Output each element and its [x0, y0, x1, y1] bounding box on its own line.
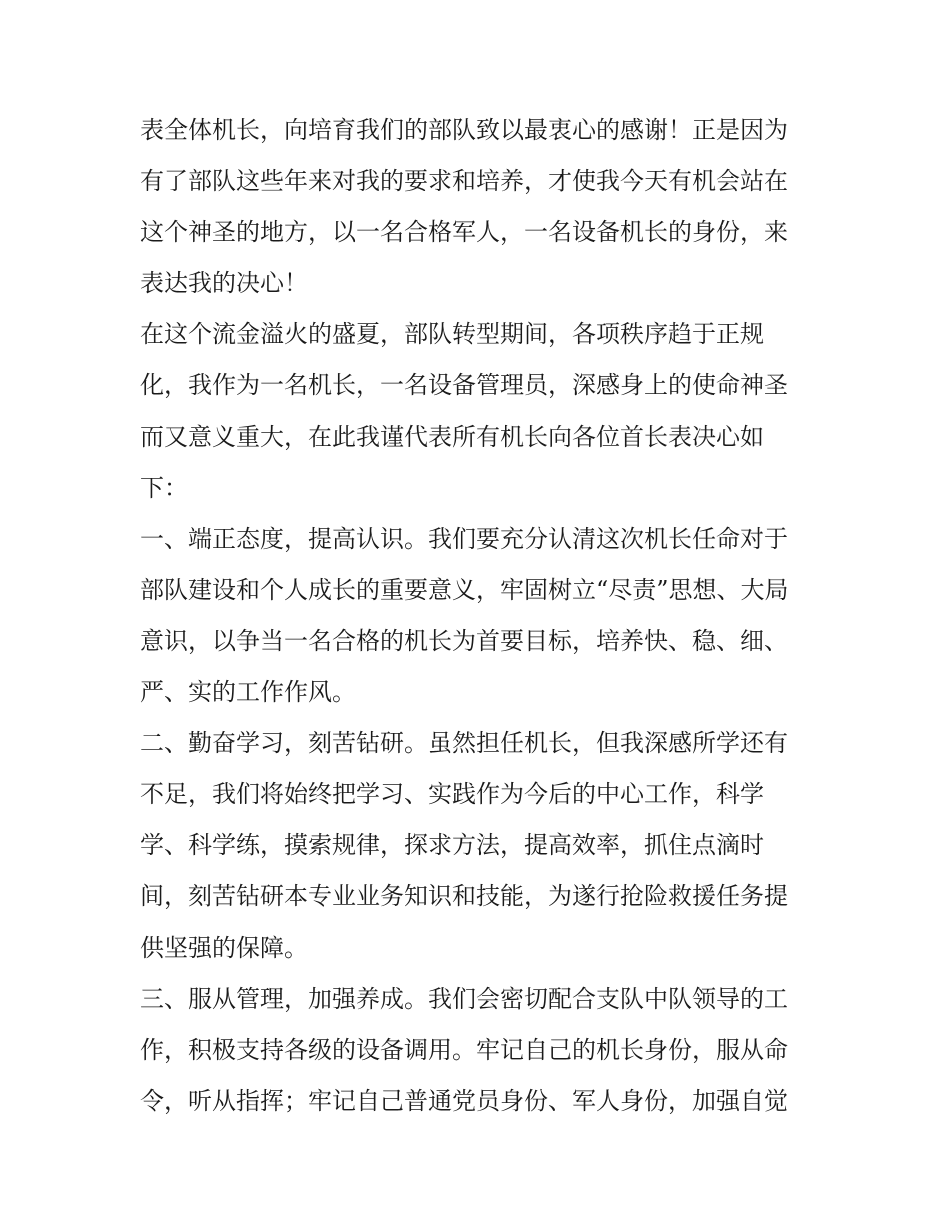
text-line: 三、服从管理，加强养成。我们会密切配合支队中队领导的工	[140, 984, 788, 1013]
text-line: 部队建设和个人成长的重要意义，牢固树立“尽责”思想、大局	[140, 575, 789, 604]
text-line: 在这个流金溢火的盛夏，部队转型期间，各项秩序趋于正规	[140, 320, 764, 349]
text-line: 这个神圣的地方，以一名合格军人，一名设备机长的身份，来	[140, 218, 788, 247]
text-line: 令，听从指挥；牢记自己普通党员身份、军人身份，加强自觉	[140, 1086, 788, 1115]
text-line: 一、端正态度，提高认识。我们要充分认清这次机长任命对于	[140, 524, 788, 553]
body-text	[140, 105, 820, 1127]
text-line: 供坚强的保障。	[140, 933, 308, 962]
text-line: 意识，以争当一名合格的机长为首要目标，培养快、稳、细、	[140, 626, 788, 655]
text-line: 下：	[140, 473, 188, 502]
text-line: 作，积极支持各级的设备调用。牢记自己的机长身份，服从命	[140, 1035, 788, 1064]
text-line: 间，刻苦钻研本专业业务知识和技能，为遂行抢险救援任务提	[140, 882, 788, 911]
text-line: 不足，我们将始终把学习、实践作为今后的中心工作，科学	[140, 780, 764, 809]
text-line: 而又意义重大，在此我谨代表所有机长向各位首长表决心如	[140, 422, 764, 451]
text-line: 学、科学练，摸索规律，探求方法，提高效率，抓住点滴时	[140, 831, 764, 860]
text-line: 严、实的工作作风。	[140, 678, 356, 707]
text-line: 二、勤奋学习，刻苦钻研。虽然担任机长，但我深感所学还有	[140, 729, 788, 758]
text-line: 有了部队这些年来对我的要求和培养，才使我今天有机会站在	[140, 167, 788, 196]
text-line: 化，我作为一名机长，一名设备管理员，深感身上的使命神圣	[140, 371, 788, 400]
text-line: 表全体机长，向培育我们的部队致以最衷心的感谢！正是因为	[140, 116, 788, 144]
text-line: 表达我的决心！	[140, 269, 308, 298]
